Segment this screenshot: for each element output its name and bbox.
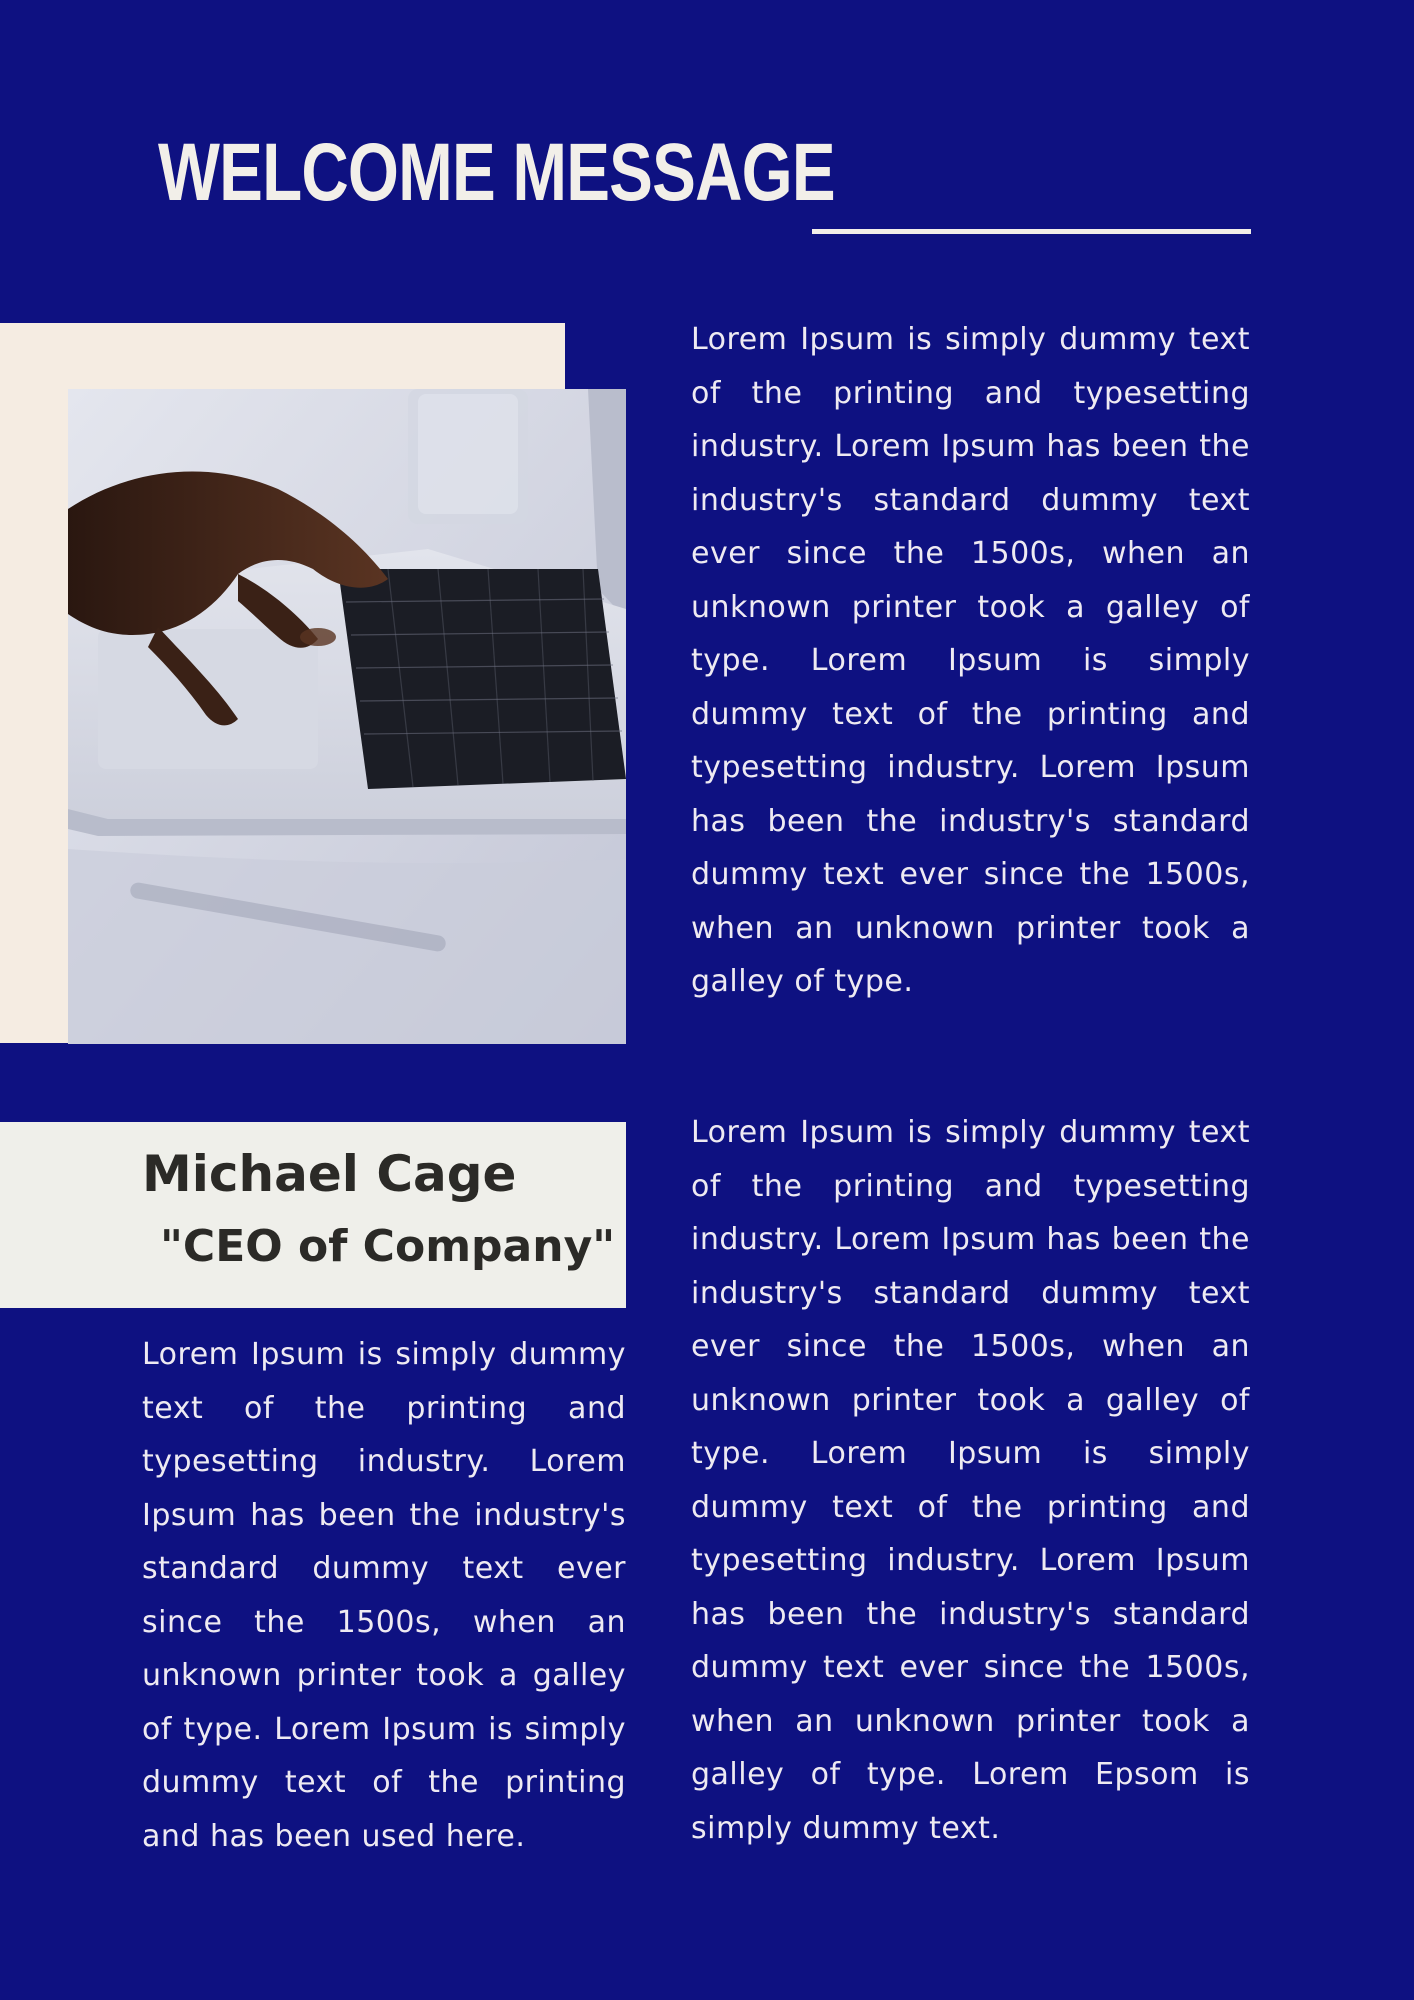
author-paragraph: Lorem Ipsum is simply dummy text of the printing and typesetting industry. Lorem Ipsum has been the industry's standard dummy text ever since the 1500s, when an unknown printer took a galley of type. Lorem Ipsum is simply dummy text of the printing and has been used here.	[142, 1337, 626, 1854]
second-paragraph: Lorem Ipsum is simply dummy text of the printing and typesetting industry. Lorem Ipsum has been the industry's standard dummy text ever since the 1500s, when an unknown printer took a galley of type. Lorem Ipsum is simply dummy text of the printing and typesetting industry. Lorem Ipsum has been the industry's standard dummy text ever since the 1500s, when an unknown printer took a galley of type. Lorem Epsom is simply dummy text.	[691, 1115, 1250, 1846]
intro-paragraph: Lorem Ipsum is simply dummy text of the printing and typesetting industry. Lorem Ipsum has been the industry's standard dummy text ever since the 1500s, when an unknown printer took a galley of type. Lorem Ipsum is simply dummy text of the printing and typesetting industry. Lorem Ipsum has been the industry's standard dummy text ever since the 1500s, when an unknown printer took a galley of type.	[691, 322, 1250, 999]
author-name: Michael Cage	[142, 1145, 517, 1203]
page-title: WELCOME MESSAGE	[158, 127, 835, 218]
laptop-photo-illustration	[68, 389, 626, 1044]
author-title: "CEO of Company"	[160, 1221, 616, 1272]
title-underline-divider	[812, 229, 1251, 234]
laptop-photo	[68, 389, 626, 1044]
